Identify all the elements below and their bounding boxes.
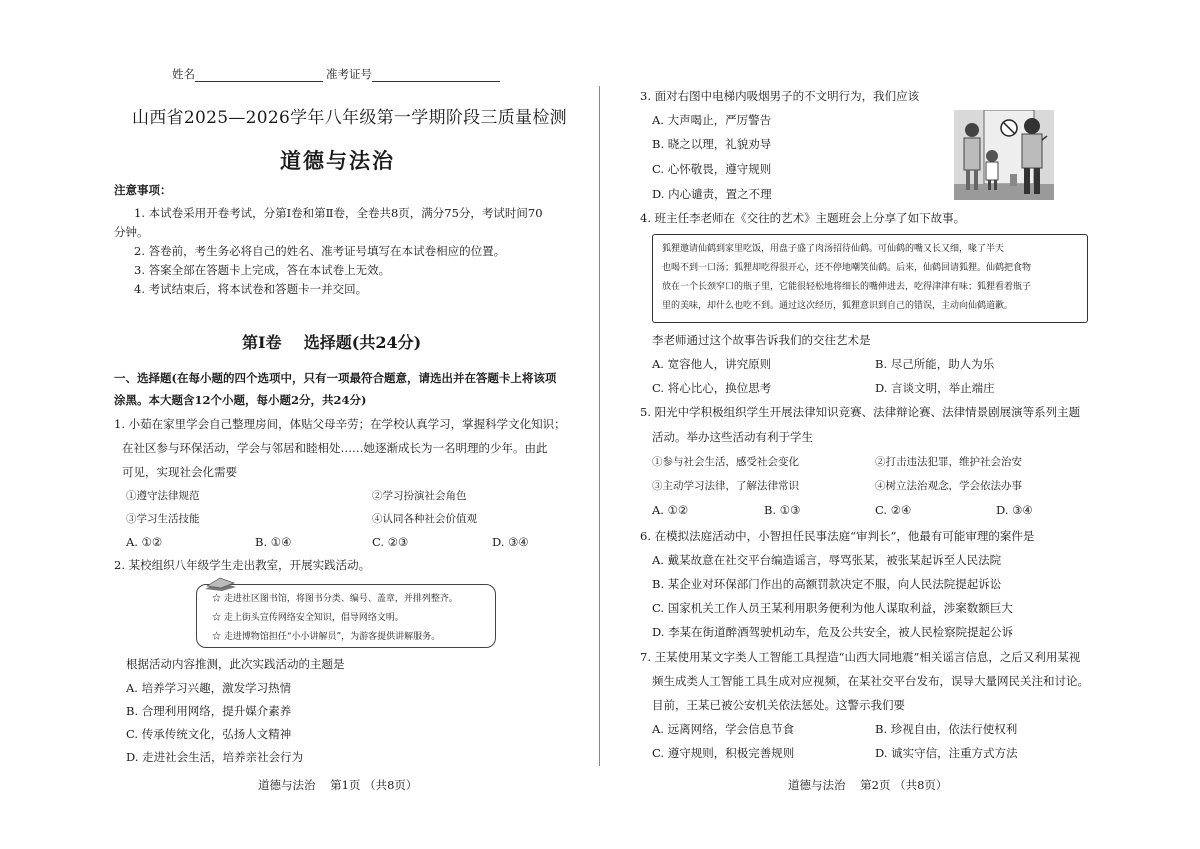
q5-option: B. ①③ bbox=[764, 503, 801, 517]
q2-stem: 2. 某校组织八年级学生走出教室，开展实践活动。 bbox=[114, 558, 371, 572]
q7-option: D. 诚实守信，注重方式方法 bbox=[875, 746, 1018, 760]
q5-option: D. ③④ bbox=[996, 503, 1033, 517]
note-item: 4. 考试结束后，将本试卷和答题卡一并交回。 bbox=[134, 282, 368, 296]
activity-item: ☆ 走进博物馆担任“小小讲解员”，为游客提供讲解服务。 bbox=[212, 632, 441, 642]
q7-option: C. 遵守规则，积极完善规则 bbox=[652, 746, 795, 760]
q3-option: C. 心怀敬畏，遵守规则 bbox=[652, 162, 772, 176]
q3-option: D. 内心谴责，置之不理 bbox=[652, 187, 772, 201]
q2-option: B. 合理利用网络，提升媒介素养 bbox=[126, 704, 292, 718]
q4-option: D. 言谈文明，举止端庄 bbox=[875, 381, 995, 395]
q6-option: B. 某企业对环保部门作出的高额罚款决定不服，向人民法院提起诉讼 bbox=[652, 577, 1002, 591]
q5-stem: 活动。举办这些活动有利于学生 bbox=[652, 430, 813, 444]
q1-stem: 可见，实现社会化需要 bbox=[122, 465, 237, 479]
q4-option: A. 宽容他人，讲究原则 bbox=[652, 357, 772, 371]
note-item: 1. 本试卷采用开卷考试，分第Ⅰ卷和第Ⅱ卷，全卷共8页，满分75分，考试时间70 bbox=[134, 206, 543, 220]
q6-option: C. 国家机关工作人员王某利用职务便利为他人谋取利益，涉案数额巨大 bbox=[652, 601, 1013, 615]
page-footer: 道德与法治 第2页 （共8页） bbox=[788, 778, 948, 792]
story-line: 也喝不到一口汤；狐狸却吃得很开心，还不停地嘲笑仙鹤。后来，仙鹤回请狐狸。仙鹤把食物 bbox=[662, 263, 1032, 273]
story-line: 放在一个长颈窄口的瓶子里，它能很轻松地将细长的嘴伸进去，吃得津津有味；狐狸看着瓶子 bbox=[662, 282, 1032, 292]
q3-option: A. 大声喝止，严厉警告 bbox=[652, 113, 772, 127]
note-item: 2. 答卷前，考生务必将自己的姓名、准考证号填写在本试卷相应的位置。 bbox=[134, 244, 506, 258]
q2-option: D. 走进社会生活，培养亲社会行为 bbox=[126, 750, 304, 764]
q1-option: B. ①④ bbox=[255, 535, 292, 549]
q1-stem: 在社区参与环保活动，学会与邻居和睦相处……她逐渐成长为一名明理的少年。由此 bbox=[122, 441, 548, 455]
q2-question: 根据活动内容推测，此次实践活动的主题是 bbox=[126, 657, 345, 671]
id-label: 准考证号 bbox=[326, 67, 372, 81]
q6-stem: 6. 在模拟法庭活动中，小智担任民事法庭“审判长”，他最有可能审理的案件是 bbox=[640, 529, 1035, 543]
elevator-illustration bbox=[954, 110, 1054, 200]
name-blank bbox=[195, 69, 323, 82]
book-icon bbox=[204, 576, 238, 592]
q1-option: A. ①② bbox=[126, 535, 163, 549]
story-line: 狐狸邀请仙鹤到家里吃饭，用盘子盛了肉汤招待仙鹤。可仙鹤的嘴又长又细，喙了半天 bbox=[662, 244, 1005, 254]
section1-instruction: 一、选择题(在每小题的四个选项中，只有一项最符合题意，请选出并在答题卡上将该项 bbox=[114, 371, 557, 385]
q5-stem: 5. 阳光中学积极组织学生开展法律知识竞赛、法律辩论赛、法律情景剧展演等系列主题 bbox=[640, 405, 1081, 419]
story-line: 里的美味，却什么也吃不到。通过这次经历，狐狸意识到自己的错误，主动向仙鹤道歉。 bbox=[662, 301, 1014, 311]
q6-option: A. 戴某故意在社交平台编造谣言，辱骂张某，被张某起诉至人民法院 bbox=[652, 553, 1002, 567]
q7-option: B. 珍视自由，依法行使权利 bbox=[875, 722, 1018, 736]
q3-stem: 3. 面对右图中电梯内吸烟男子的不文明行为，我们应该 bbox=[640, 89, 920, 103]
q5-option: C. ②④ bbox=[875, 503, 912, 517]
activity-item: ☆ 走进社区图书馆，将图书分类、编号、盖章，并排列整齐。 bbox=[212, 594, 458, 604]
q6-option: D. 李某在街道醉酒驾驶机动车，危及公共安全，被人民检察院提起公诉 bbox=[652, 625, 1014, 639]
id-blank bbox=[372, 69, 500, 82]
q5-item: ④树立法治观念，学会依法办事 bbox=[875, 480, 1022, 492]
q5-item: ②打击违法犯罪，维护社会治安 bbox=[875, 456, 1022, 468]
subject-title: 道德与法治 bbox=[280, 148, 395, 173]
q7-stem: 目前，王某已被公安机关依法惩处。这警示我们要 bbox=[652, 698, 905, 712]
q1-item: ②学习扮演社会角色 bbox=[372, 490, 467, 502]
q5-item: ①参与社会生活，感受社会变化 bbox=[652, 456, 799, 468]
q4-stem: 4. 班主任李老师在《交往的艺术》主题班会上分享了如下故事。 bbox=[640, 211, 966, 225]
q1-option: D. ③④ bbox=[492, 535, 529, 549]
q4-question: 李老师通过这个故事告诉我们的交往艺术是 bbox=[652, 333, 871, 347]
note-item: 3. 答案全部在答题卡上完成，答在本试卷上无效。 bbox=[134, 263, 391, 277]
activity-item: ☆ 走上街头宣传网络安全知识，倡导网络文明。 bbox=[212, 613, 404, 623]
section1-title: 第Ⅰ卷 选择题(共24分) bbox=[242, 333, 422, 352]
q5-item: ③主动学习法律，了解法律常识 bbox=[652, 480, 799, 492]
name-label: 姓名 bbox=[172, 67, 195, 81]
id-line bbox=[326, 66, 500, 82]
page-footer: 道德与法治 第1页 （共8页） bbox=[258, 778, 418, 792]
q3-option: B. 晓之以理，礼貌劝导 bbox=[652, 137, 772, 151]
q4-option: C. 将心比心，换位思考 bbox=[652, 381, 772, 395]
section1-instruction: 涂黑。本大题含12个小题，每小题2分，共24分) bbox=[114, 393, 367, 407]
q1-item: ③学习生活技能 bbox=[126, 513, 200, 525]
q2-option: A. 培养学习兴趣，激发学习热情 bbox=[126, 681, 292, 695]
q1-item: ①遵守法律规范 bbox=[126, 490, 200, 502]
page-2 bbox=[600, 0, 1200, 849]
notes-heading: 注意事项： bbox=[114, 183, 172, 197]
q5-option: A. ①② bbox=[652, 503, 689, 517]
q7-stem: 7. 王某使用某文字类人工智能工具捏造“山西大同地震”相关谣言信息，之后又利用某视 bbox=[640, 650, 1081, 664]
q7-stem: 频生成类人工智能工具生成对应视频，在某社交平台发布，误导大量网民关注和讨论。 bbox=[652, 674, 1089, 688]
exam-title: 山西省2025—2026学年八年级第一学期阶段三质量检测 bbox=[132, 108, 567, 128]
q1-item: ④认同各种社会价值观 bbox=[372, 513, 477, 525]
q4-option: B. 尽己所能，助人为乐 bbox=[875, 357, 995, 371]
q1-option: C. ②③ bbox=[372, 535, 409, 549]
name-line bbox=[172, 66, 323, 82]
q2-option: C. 传承传统文化，弘扬人文精神 bbox=[126, 727, 292, 741]
q7-option: A. 远离网络，学会信息节食 bbox=[652, 722, 795, 736]
q1-stem: 1. 小茹在家里学会自己整理房间，体贴父母辛劳；在学校认真学习，掌握科学文化知识； bbox=[114, 417, 566, 431]
note-item: 分钟。 bbox=[114, 225, 149, 239]
